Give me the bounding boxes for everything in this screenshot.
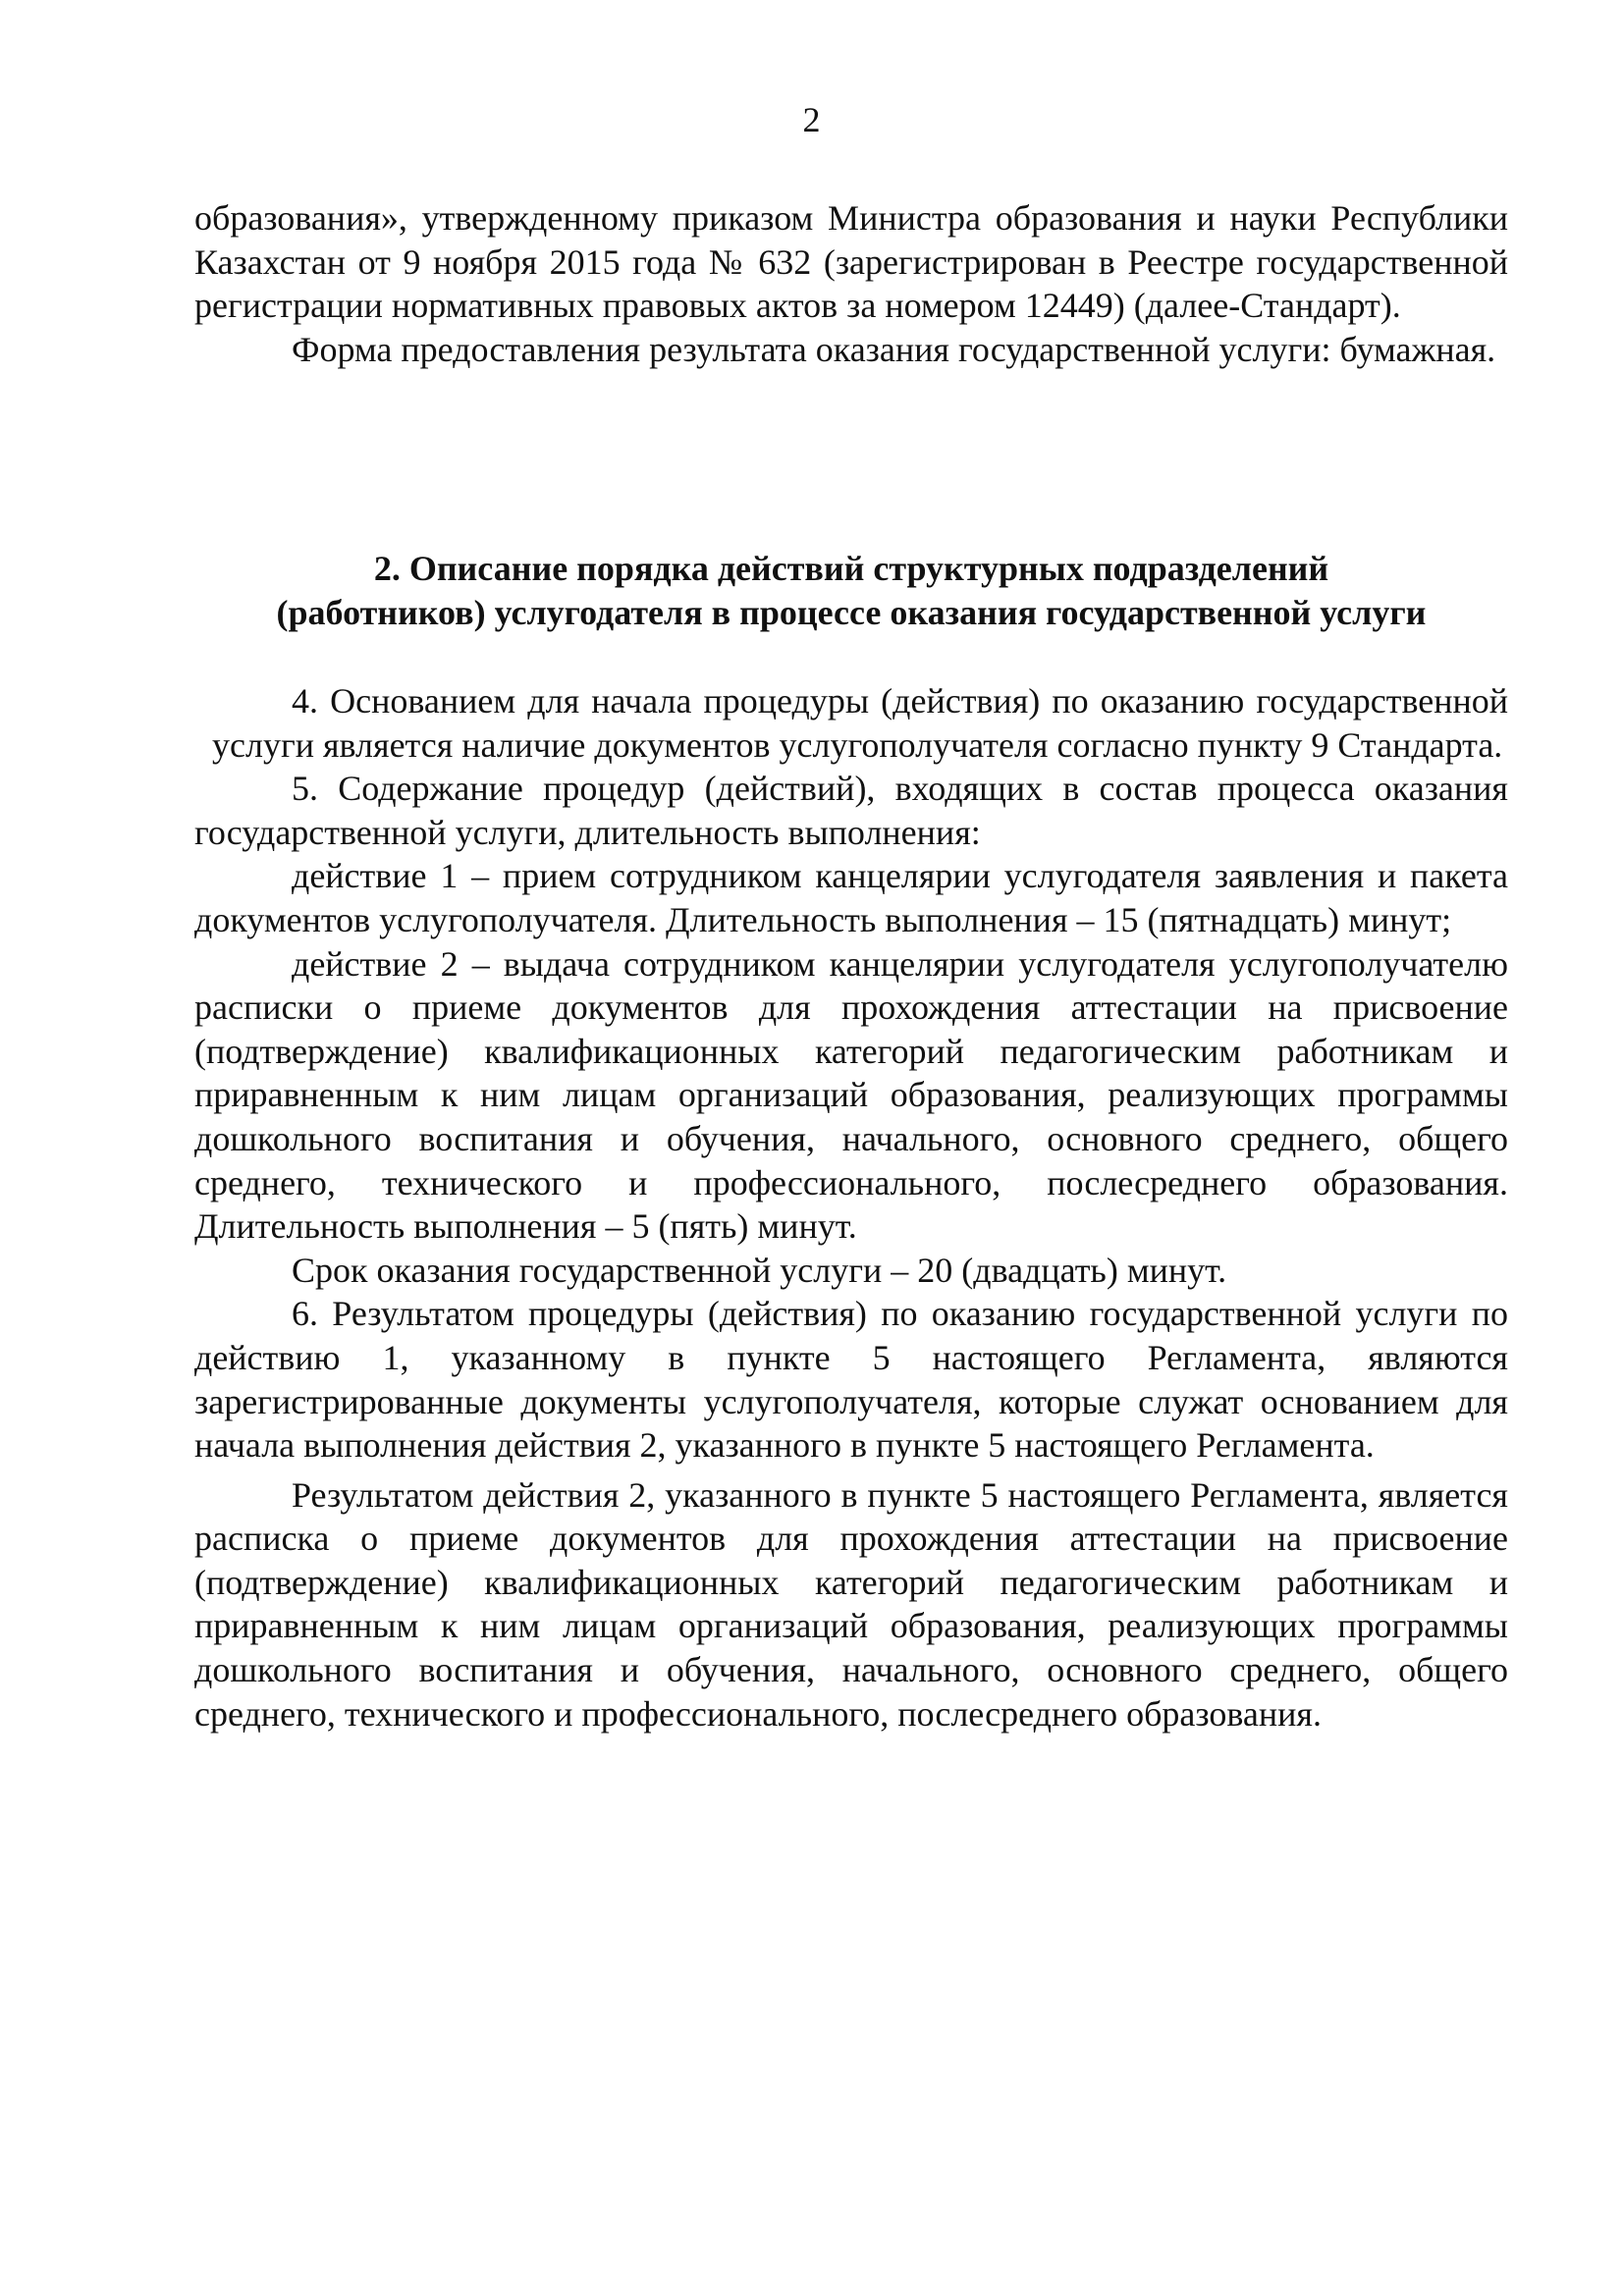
intro-block	[194, 196, 1508, 371]
section-heading	[194, 547, 1508, 635]
section-heading-line-2: (работников) услугодателя в процессе оказания государственной услуги	[276, 593, 1427, 632]
paragraph-4: 4. Основанием для начала процедуры (действия) по оказанию государственной услуги является наличие документов услугополучателя согласно пункту 9 Стандарта.	[212, 681, 1508, 765]
paragraph-service-term: Срок оказания государственной услуги – 20 (двадцать) минут.	[292, 1250, 1227, 1290]
section-body	[194, 679, 1508, 1735]
intro-paragraph-continuation: образования», утвержденному приказом Министра образования и науки Республики Казахстан от 9 ноября 2015 года № 632 (зарегистрирован в Реестре государственной регистрации нормативных правовых актов за номером 12449) (далее-Стандарт).	[194, 198, 1508, 326]
paragraph-action-1: действие 1 – прием сотрудником канцелярии услугодателя заявления и пакета документов услугополучателя. Длительность выполнения – 15 (пятнадцать) минут;	[194, 856, 1508, 939]
paragraph-result-action-2: Результатом действия 2, указанного в пункте 5 настоящего Регламента, является расписка о приеме документов для прохождения аттестации на присвоение (подтверждение) квалификационных категорий педагогическим работникам и приравненным к ним лицам организаций образования, реализующих программы дошкольного воспитания и обучения, начального, основного среднего, общего среднего, технического и профессионального, послесреднего образования.	[194, 1474, 1508, 1734]
section-heading-line-1: 2. Описание порядка действий структурных подразделений	[373, 549, 1329, 588]
page-number: 2	[802, 100, 821, 139]
paragraph-5: 5. Содержание процедур (действий), входящих в состав процесса оказания государственной услуги, длительность выполнения:	[194, 769, 1508, 852]
paragraph-action-2: действие 2 – выдача сотрудником канцелярии услугодателя услугополучателю расписки о приеме документов для прохождения аттестации на присвоение (подтверждение) квалификационных категорий педагогическим работникам и приравненным к ним лицам организаций образования, реализующих программы дошкольного воспитания и обучения, начального, основного среднего, общего среднего, технического и профессионального, послесреднего образования. Длительность выполнения – 5 (пять) минут.	[194, 943, 1508, 1247]
paragraph-6: 6. Результатом процедуры (действия) по оказанию государственной услуги по действию 1, указанному в пункте 5 настоящего Регламента, являются зарегистрированные документы услугополучателя, которые служат основанием для начала выполнения действия 2, указанного в пункте 5 настоящего Регламента.	[194, 1294, 1508, 1466]
intro-paragraph-result-form: Форма предоставления результата оказания государственной услуги: бумажная.	[292, 329, 1496, 369]
